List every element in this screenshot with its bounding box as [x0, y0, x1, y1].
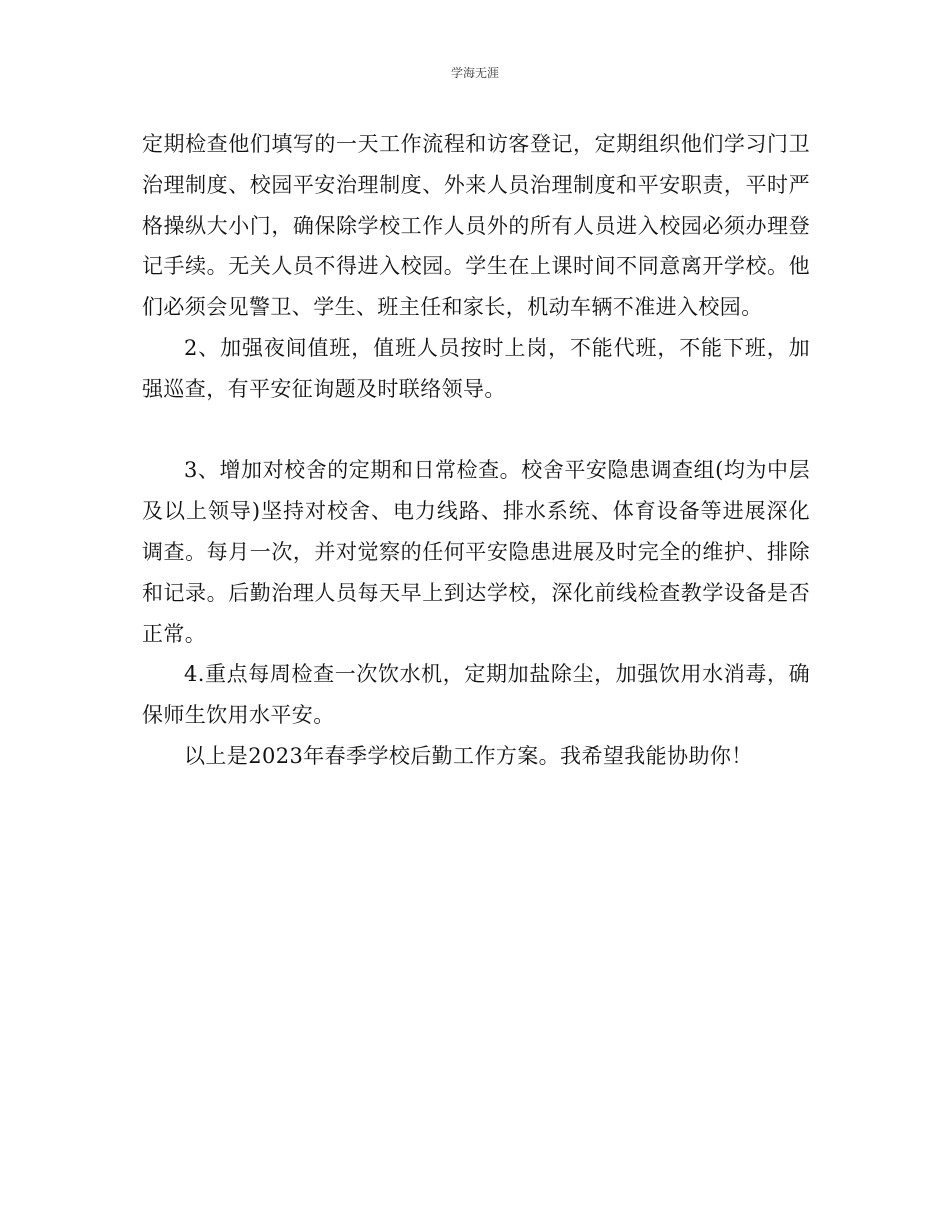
paragraph-night-duty: 2、加强夜间值班，值班人员按时上岗，不能代班，不能下班，加强巡查，有平安征询题及时联络领导。	[142, 335, 810, 401]
page-header: 学海无涯	[450, 66, 499, 80]
document-body	[142, 124, 810, 777]
paragraph-visitor-management: 定期检查他们填写的一天工作流程和访客登记，定期组织他们学习门卫治理制度、校园平安治理制度、外来人员治理制度和平安职责，平时严格操纵大小门，确保除学校工作人员外的所有人员进入校园必须办理登记手续。无关人员不得进入校园。学生在上课时间不同意离开学校。他们必须会见警卫、学生、班主任和家长，机动车辆不准进入校园。	[142, 132, 810, 320]
paragraph-closing: 以上是2023年春季学校后勤工作方案。我希望我能协助你！	[184, 743, 753, 768]
paragraph-spacer	[142, 410, 810, 451]
paragraph-building-inspection: 3、增加对校舍的定期和日常检查。校舍平安隐患调查组(均为中层及以上领导)坚持对校舍、电力线路、排水系统、体育设备等进展深化调查。每月一次，并对觉察的任何平安隐患进展及时完全的维护、排除和记录。后勤治理人员每天早上到达学校，深化前线检查教学设备是否正常。	[142, 458, 810, 646]
paragraph-water-safety: 4.重点每周检查一次饮水机，定期加盐除尘，加强饮用水消毒，确保师生饮用水平安。	[142, 662, 810, 728]
